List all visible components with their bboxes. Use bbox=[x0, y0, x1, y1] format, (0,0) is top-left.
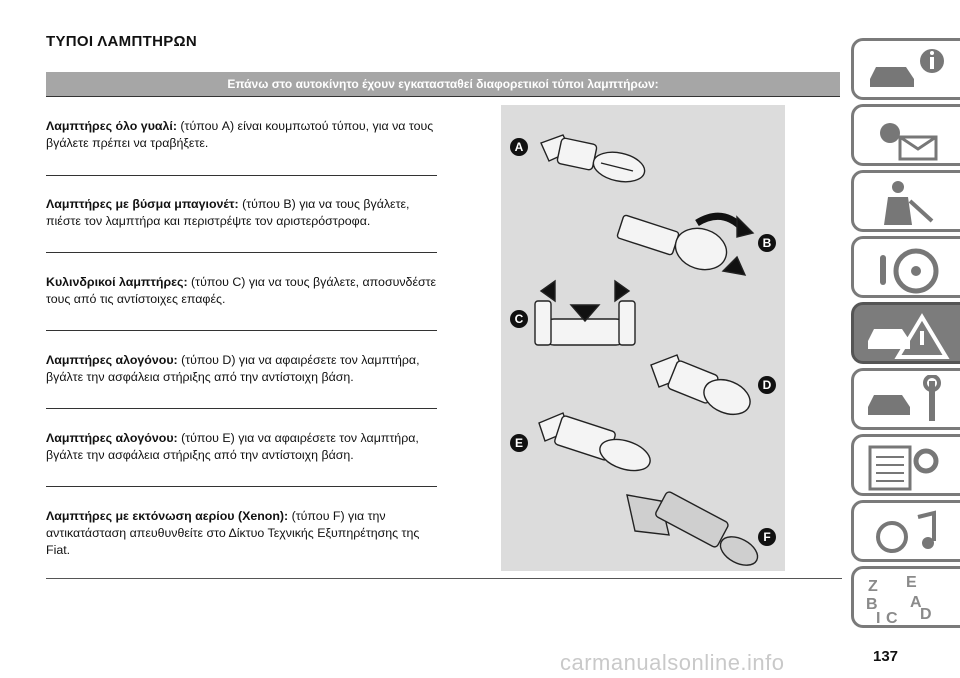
lamp-type-item bbox=[46, 508, 438, 586]
divider bbox=[46, 486, 437, 487]
tab-multimedia[interactable] bbox=[851, 500, 960, 562]
figure-label-d: D bbox=[762, 378, 772, 392]
tab-index[interactable] bbox=[851, 566, 960, 628]
page-title: ΤΥΠΟΙ ΛΑΜΠΤΗΡΩΝ bbox=[46, 33, 197, 50]
lamp-types-figure bbox=[501, 105, 785, 571]
bulb-d-illustration bbox=[651, 355, 755, 421]
lamp-type-item bbox=[46, 430, 438, 508]
bottom-rule bbox=[46, 578, 842, 579]
divider bbox=[46, 408, 437, 409]
technical-data-icon bbox=[862, 441, 952, 493]
watermark: carmanualsonline.info bbox=[560, 650, 785, 675]
tab-servicing-care[interactable] bbox=[851, 368, 960, 430]
section-banner: Επάνω στο αυτοκίνητο έχουν εγκατασταθεί διαφορετικοί τύποι λαμπτήρων: bbox=[46, 72, 840, 97]
svg-text:D: D bbox=[920, 606, 932, 623]
index-icon bbox=[862, 573, 952, 625]
figure-label-f: F bbox=[763, 530, 771, 544]
bulb-c-illustration bbox=[535, 281, 635, 345]
tab-in-an-emergency[interactable] bbox=[851, 302, 960, 364]
multimedia-icon bbox=[862, 507, 952, 559]
item-text: (τύπου A) είναι κουμπωτού τύπου, για να τους βγάλετε πρέπει να τραβήξετε. bbox=[46, 119, 434, 150]
bulb-f-illustration bbox=[627, 491, 762, 571]
tab-safety[interactable] bbox=[851, 170, 960, 232]
figure-label-b: B bbox=[762, 236, 772, 250]
figure-label-e: E bbox=[514, 436, 524, 450]
item-heading: Λαμπτήρες με βύσμα μπαγιονέτ: bbox=[46, 197, 239, 211]
tab-technical-data[interactable] bbox=[851, 434, 960, 496]
lamp-type-item bbox=[46, 196, 438, 274]
lamp-type-item bbox=[46, 352, 438, 430]
divider bbox=[46, 330, 437, 331]
tab-car-info[interactable] bbox=[851, 38, 960, 100]
svg-text:A: A bbox=[910, 594, 922, 611]
item-text: (τύπου F) για την αντικατάσταση απευθυνθείτε στο Δίκτυο Τεχνικής Εξυπηρέτησης της Fiat. bbox=[46, 509, 420, 557]
item-text: (τύπου B) για να τους βγάλετε, πιέστε τον λαμπτήρα και περιστρέψτε τον αριστερόστροφα. bbox=[46, 197, 410, 228]
bulb-e-illustration bbox=[539, 413, 654, 476]
divider bbox=[46, 175, 437, 176]
figure-label-a: A bbox=[514, 140, 524, 154]
figure-label-c: C bbox=[514, 312, 524, 326]
tab-starting-driving[interactable] bbox=[851, 236, 960, 298]
svg-text:C: C bbox=[886, 610, 898, 625]
item-heading: Λαμπτήρες αλογόνου: bbox=[46, 431, 178, 445]
car-maintenance-icon bbox=[862, 375, 952, 427]
divider bbox=[46, 252, 437, 253]
item-heading: Λαμπτήρες όλο γυαλί: bbox=[46, 119, 177, 133]
safety-icon bbox=[862, 177, 952, 229]
steering-wheel-icon bbox=[862, 243, 952, 295]
bulb-b-illustration bbox=[617, 215, 753, 276]
svg-text:Z: Z bbox=[868, 578, 878, 595]
item-heading: Λαμπτήρες αλογόνου: bbox=[46, 353, 178, 367]
car-emergency-icon bbox=[862, 309, 952, 361]
item-text: (τύπου D) για να αφαιρέσετε τον λαμπτήρα, βγάλτε την ασφάλεια στήριξης από την αντίστοιχη βάση. bbox=[46, 353, 420, 384]
svg-text:I: I bbox=[876, 610, 881, 625]
svg-text:B: B bbox=[866, 596, 878, 613]
car-info-icon bbox=[862, 45, 952, 97]
bulb-a-illustration bbox=[541, 135, 647, 186]
svg-text:E: E bbox=[906, 574, 917, 591]
lamp-type-list bbox=[46, 118, 438, 586]
item-heading: Κυλινδρικοί λαμπτήρες: bbox=[46, 275, 188, 289]
tab-warning-lights[interactable] bbox=[851, 104, 960, 166]
page-number: 137 bbox=[873, 648, 899, 665]
lamp-type-item bbox=[46, 118, 438, 196]
lamp-type-item bbox=[46, 274, 438, 352]
item-text: (τύπου E) για να αφαιρέσετε τον λαμπτήρα, βγάλτε την ασφάλεια στήριξης από την αντίστοιχη βάση. bbox=[46, 431, 419, 462]
item-text: (τύπου C) για να τους βγάλετε, αποσυνδέστε τους από τις αντίστοιχες επαφές. bbox=[46, 275, 437, 306]
item-heading: Λαμπτήρες με εκτόνωση αερίου (Xenon): bbox=[46, 509, 289, 523]
warning-lights-icon bbox=[862, 111, 952, 163]
